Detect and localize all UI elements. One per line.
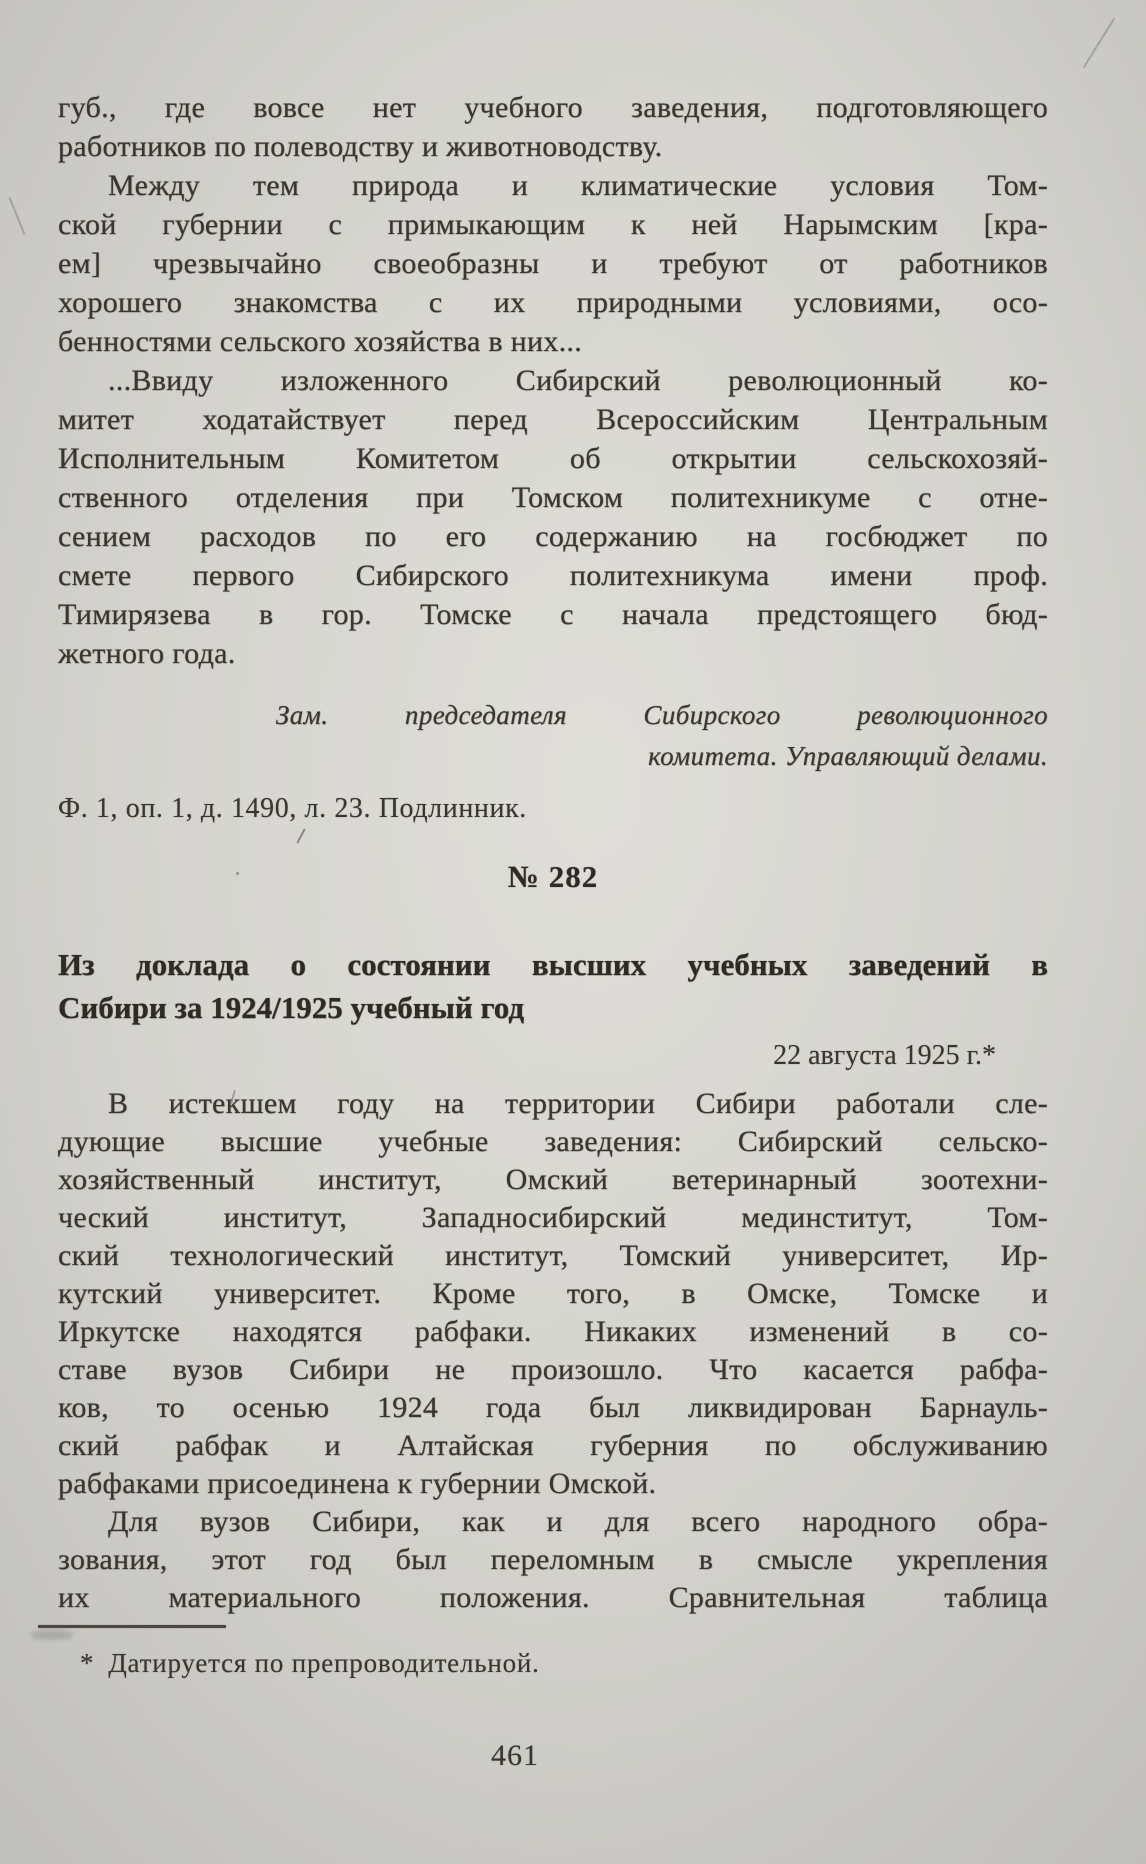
doc-date: 22 августа 1925 г.* <box>773 1040 996 1071</box>
body-line: Иркутске находятся рабфаки. Никаких изменений в со- <box>58 1315 1048 1348</box>
scan-artifact <box>30 1630 74 1640</box>
body-line: зования, этот год был переломным в смысле укрепления <box>58 1543 1048 1576</box>
body-line: ский рабфак и Алтайская губерния по обслуживанию <box>58 1429 1048 1462</box>
body-line: ской губернии с примыкающим к ней Нарымским [кра- <box>58 208 1048 241</box>
scan-artifact <box>9 197 26 235</box>
footnote-marker: * <box>80 1648 95 1678</box>
signature-line: комитета. Управляющий делами. <box>648 741 1048 771</box>
body-line: жетного года. <box>58 637 236 670</box>
scan-artifact <box>1083 18 1115 68</box>
body-line: ков, то осенью 1924 года был ликвидирован Барнауль- <box>58 1391 1048 1424</box>
body-line: бенностями сельского хозяйства в них... <box>58 325 583 358</box>
body-line: ем] чрезвычайно своеобразны и требуют от работников <box>58 247 1048 280</box>
body-line: митет ходатайствует перед Всероссийским Центральным <box>58 403 1048 436</box>
body-line: кутский университет. Кроме того, в Омске, Томске и <box>58 1277 1048 1310</box>
body-line: сением расходов по его содержанию на госбюджет по <box>58 520 1048 553</box>
body-line: хозяйственный институт, Омский ветеринарный зоотехни- <box>58 1163 1048 1196</box>
body-line: В истекшем году на территории Сибири работали сле- <box>108 1087 1048 1120</box>
body-line: хорошего знакомства с их природными условиями, осо- <box>58 286 1048 319</box>
doc-281-body <box>58 88 1048 673</box>
footnote-separator-rule <box>38 1625 226 1628</box>
body-line: их материального положения. Сравнительная таблица <box>58 1581 1048 1614</box>
archive-reference: Ф. 1, оп. 1, д. 1490, л. 23. Подлинник. <box>58 793 527 824</box>
page-number: 461 <box>491 1739 539 1772</box>
body-line: работников по полеводству и животноводству. <box>58 130 663 163</box>
body-line: ческий институт, Западносибирский мединститут, Том- <box>58 1201 1048 1234</box>
body-line: губ., где вовсе нет учебного заведения, подготовляющего <box>58 91 1048 124</box>
doc-number: № 282 <box>507 859 599 894</box>
body-line: ский технологический институт, Томский университет, Ир- <box>58 1239 1048 1272</box>
body-line: Для вузов Сибири, как и для всего народного обра- <box>108 1505 1048 1538</box>
body-line: ственного отделения при Томском политехникуме с отне- <box>58 481 1048 514</box>
doc-title <box>58 943 1048 1029</box>
footnote-text <box>58 1646 1048 1680</box>
body-line: Тимирязева в гор. Томске с начала предстоящего бюд- <box>58 598 1048 631</box>
body-line: Исполнительным Комитетом об открытии сельскохозяй- <box>58 442 1048 475</box>
scan-artifact <box>296 828 305 843</box>
body-line: рабфаками присоединена к губернии Омской. <box>58 1467 657 1500</box>
signature-line: Зам. председателя Сибирского революционного <box>276 700 1048 730</box>
doc-282-body <box>58 1085 1048 1617</box>
doc-title-line: Сибири за 1924/1925 учебный год <box>58 990 525 1025</box>
signature-block <box>276 695 1048 777</box>
body-line: ...Ввиду изложенного Сибирский революционный ко- <box>108 364 1048 397</box>
body-line: дующие высшие учебные заведения: Сибирский сельско- <box>58 1125 1048 1158</box>
body-line: смете первого Сибирского политехникума имени проф. <box>58 559 1048 592</box>
doc-title-line: Из доклада о состоянии высших учебных заведений в <box>58 947 1048 982</box>
body-line: ставе вузов Сибири не произошло. Что касается рабфа- <box>58 1353 1048 1386</box>
body-line: Между тем природа и климатические условия Том- <box>108 169 1048 202</box>
footnote-body: Датируется по препроводительной. <box>108 1648 540 1678</box>
